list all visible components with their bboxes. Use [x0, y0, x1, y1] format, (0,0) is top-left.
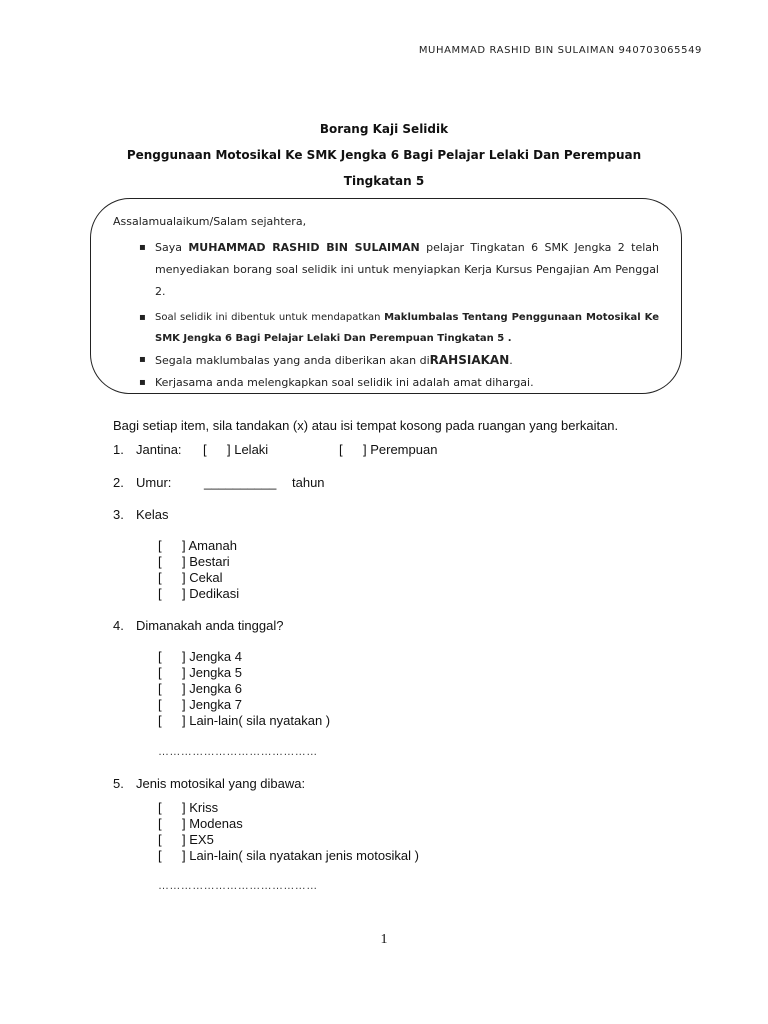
- option-label: ] Lain-lain( sila nyatakan ): [182, 713, 331, 728]
- checkbox-bracket[interactable]: [: [158, 832, 162, 847]
- question-number: 3.: [113, 507, 124, 522]
- bullet-2-text: Soal selidik ini dibentuk untuk mendapatkan: [155, 312, 385, 323]
- option-ex5[interactable]: [158, 832, 419, 848]
- author-name: MUHAMMAD RASHID BIN SULAIMAN: [188, 241, 420, 254]
- intro-bullet-2: [139, 307, 659, 349]
- age-blank-field[interactable]: __________: [204, 475, 277, 490]
- intro-bullets: [139, 237, 659, 394]
- document-header-author: MUHAMMAD RASHID BIN SULAIMAN 940703065549: [418, 45, 702, 56]
- intro-bullet-3: [139, 349, 659, 372]
- checkbox-bracket[interactable]: [: [158, 816, 162, 831]
- option-bestari[interactable]: [158, 554, 239, 570]
- checkbox-bracket[interactable]: [: [339, 442, 343, 457]
- checkbox-bracket[interactable]: [: [158, 586, 162, 601]
- checkbox-bracket[interactable]: [: [158, 570, 162, 585]
- page-number: 1: [380, 932, 388, 947]
- question-number: 4.: [113, 618, 124, 633]
- option-label: ] Jengka 6: [182, 681, 242, 696]
- option-lain-lain[interactable]: [158, 713, 330, 729]
- checkbox-bracket[interactable]: [: [158, 665, 162, 680]
- question-label: Umur:: [136, 475, 172, 490]
- option-lain-lain-motosikal[interactable]: [158, 848, 419, 864]
- checkbox-bracket[interactable]: [: [158, 848, 162, 863]
- bullet-3-bold: RAHSIAKAN: [429, 353, 510, 367]
- question-label: Jantina:: [136, 442, 182, 457]
- other-location-blank[interactable]: ……………………………………: [158, 746, 318, 758]
- question-number: 2.: [113, 475, 124, 490]
- option-jengka-5[interactable]: [158, 665, 330, 681]
- option-label: ] Jengka 7: [182, 697, 242, 712]
- option-jengka-6[interactable]: [158, 681, 330, 697]
- bullet-2-bold: Maklumbalas Tentang Penggunaan Motosikal Ke SMK Jengka 6 Bagi Pelajar Lelaki Dan Perempuan Tingkatan 5 .: [155, 312, 659, 344]
- document-title: Borang Kaji Selidik: [319, 122, 449, 136]
- question-label: Kelas: [136, 507, 169, 522]
- intro-box: [90, 198, 682, 394]
- document-subtitle: Penggunaan Motosikal Ke SMK Jengka 6 Bagi Pelajar Lelaki Dan Perempuan: [126, 148, 642, 162]
- title-block: [0, 120, 768, 198]
- bullet-1-text: Saya: [155, 241, 189, 254]
- checkbox-bracket[interactable]: [: [158, 538, 162, 553]
- intro-bullet-4: ▪ Kerjasama anda melengkapkan soal selidik ini adalah amat dihargai.: [139, 372, 659, 394]
- checkbox-bracket[interactable]: [: [158, 697, 162, 712]
- option-jengka-4[interactable]: [158, 649, 330, 665]
- option-label: ] Amanah: [182, 538, 237, 553]
- age-unit: tahun: [292, 475, 325, 490]
- greeting: Assalamualaikum/Salam sejahtera,: [113, 215, 307, 228]
- option-label: ] Modenas: [182, 816, 243, 831]
- checkbox-bracket[interactable]: [: [158, 713, 162, 728]
- other-motorcycle-blank[interactable]: ……………………………………: [158, 880, 318, 892]
- document-level: Tingkatan 5: [343, 174, 425, 188]
- option-cekal[interactable]: [158, 570, 239, 586]
- checkbox-bracket[interactable]: [: [158, 649, 162, 664]
- option-label: ] Jengka 4: [182, 649, 242, 664]
- option-label: ] Dedikasi: [182, 586, 240, 601]
- question-3: [113, 507, 169, 522]
- question-number: 5.: [113, 776, 124, 791]
- question-3-options: [158, 538, 239, 602]
- option-label: ] Kriss: [182, 800, 219, 815]
- question-1: [113, 442, 437, 457]
- bullet-3-end: .: [509, 354, 513, 367]
- option-modenas[interactable]: [158, 816, 419, 832]
- option-label: ] Lain-lain( sila nyatakan jenis motosikal ): [182, 848, 419, 863]
- question-4-options: [158, 649, 330, 729]
- question-number: 1.: [113, 442, 124, 457]
- option-label: ] Cekal: [182, 570, 223, 585]
- checkbox-bracket[interactable]: [: [158, 800, 162, 815]
- instruction-text: Bagi setiap item, sila tandakan (x) atau isi tempat kosong pada ruangan yang berkaitan.: [113, 418, 619, 433]
- option-kriss[interactable]: [158, 800, 419, 816]
- intro-bullet-1: [139, 237, 659, 303]
- checkbox-bracket[interactable]: [: [158, 681, 162, 696]
- question-2: [113, 475, 325, 490]
- option-label: ] Bestari: [182, 554, 230, 569]
- bullet-3-text: Segala maklumbalas yang anda diberikan akan di: [155, 354, 430, 367]
- checkbox-bracket[interactable]: [: [158, 554, 162, 569]
- option-amanah[interactable]: [158, 538, 239, 554]
- bullet-1-text-end: pelajar Tingkatan 6 SMK Jengka 2 telah menyediakan borang soal selidik ini untuk menyiapkan Kerja Kursus Pengajian Am Penggal 2.: [155, 241, 659, 298]
- question-4: [113, 618, 283, 633]
- question-5-options: [158, 800, 419, 864]
- option-label: ] Jengka 5: [182, 665, 242, 680]
- question-label: Jenis motosikal yang dibawa:: [136, 776, 306, 791]
- option-perempuan: ] Perempuan: [363, 442, 438, 457]
- checkbox-bracket[interactable]: [: [203, 442, 207, 457]
- question-label: Dimanakah anda tinggal?: [136, 618, 284, 633]
- question-5: [113, 776, 305, 791]
- option-dedikasi[interactable]: [158, 586, 239, 602]
- option-lelaki: ] Lelaki: [227, 442, 269, 457]
- option-jengka-7[interactable]: [158, 697, 330, 713]
- option-label: ] EX5: [182, 832, 214, 847]
